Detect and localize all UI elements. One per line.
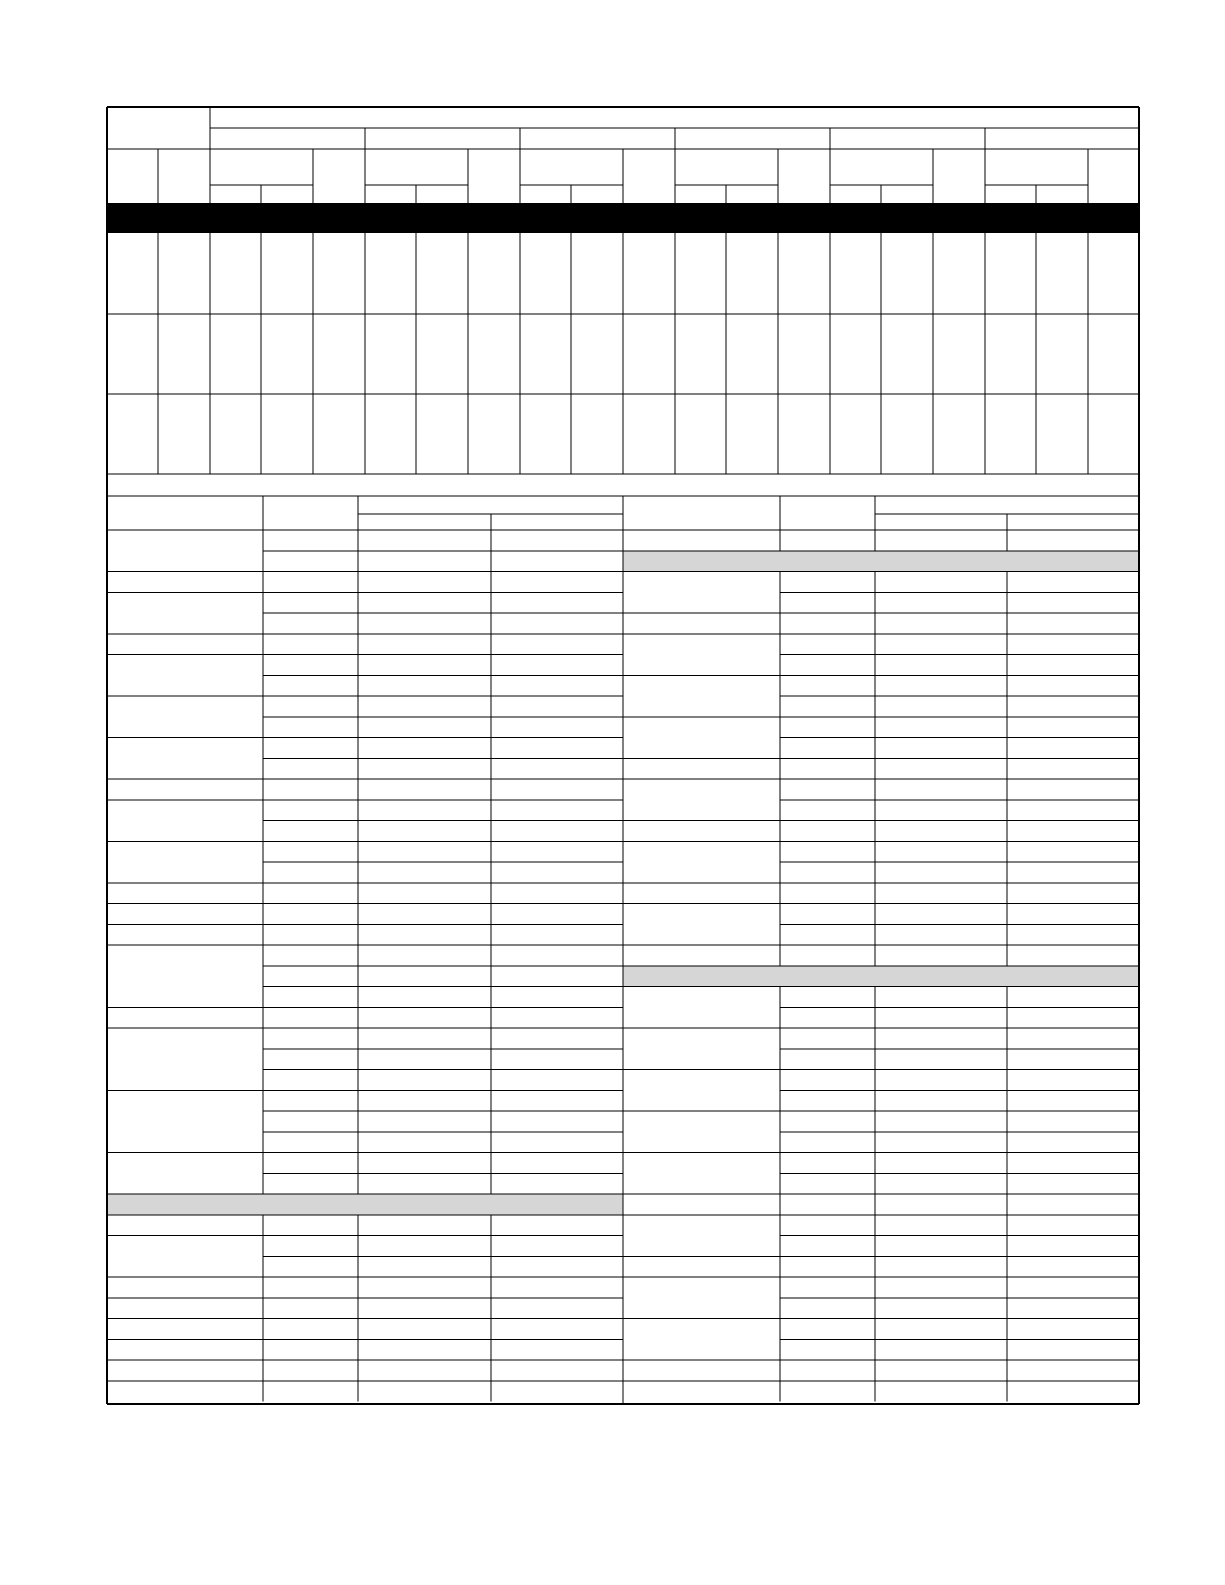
- black-separator-band-bar: [107, 203, 1139, 233]
- right-shaded-section-bar: [623, 551, 1139, 572]
- black-separator-band: [107, 203, 1139, 233]
- right-shaded-section-bar: [623, 966, 1139, 987]
- left-shaded-section-bar: [107, 1194, 623, 1215]
